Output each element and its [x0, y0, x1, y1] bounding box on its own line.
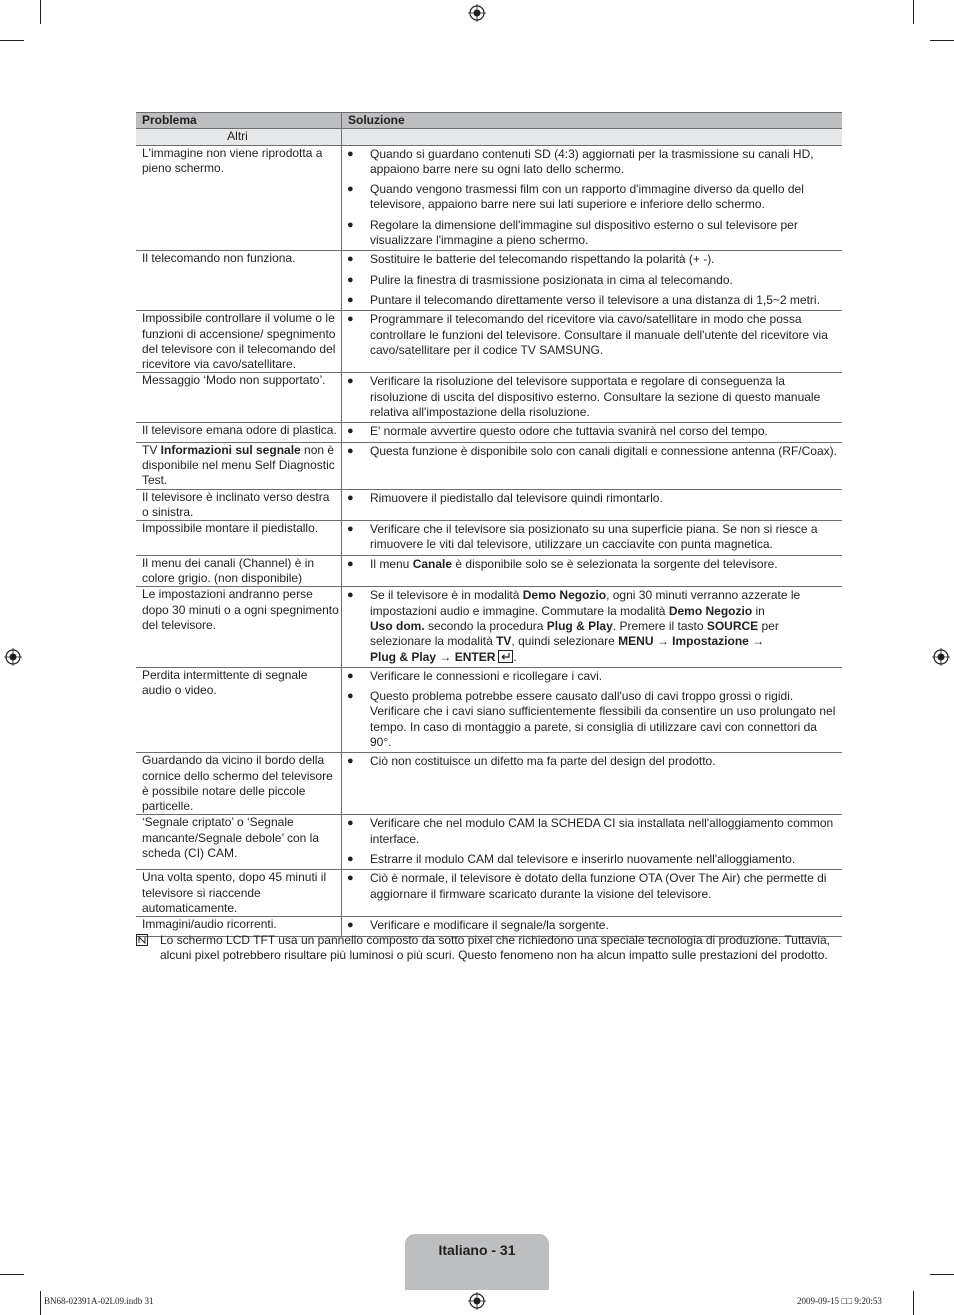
solution-bold-text: ENTER	[454, 649, 496, 664]
bullet-icon: ●	[347, 755, 354, 768]
bullet-icon: ●	[347, 669, 354, 682]
table-row	[136, 521, 842, 556]
solution-cell	[342, 373, 843, 423]
registration-mark-icon	[4, 648, 22, 666]
solution-text: Quando si guardano contenuti SD (4:3) aggiornati per la trasmissione su canali HD, appaiono barre nere su ogni lato dello schermo.	[370, 146, 814, 176]
category-blank	[342, 129, 843, 145]
problem-cell: Impossibile montare il piedistallo.	[136, 521, 342, 556]
category-label: Altri	[136, 129, 342, 145]
crop-mark	[0, 1274, 24, 1275]
list-item	[342, 312, 838, 358]
crop-mark	[930, 1274, 954, 1275]
note-block	[136, 933, 842, 964]
arrow-text: →	[748, 634, 765, 649]
list-item	[342, 557, 838, 572]
bullet-icon: ●	[347, 872, 354, 885]
solution-cell	[342, 145, 843, 251]
solution-text: , ogni 30 minuti verranno azzerate le impostazioni audio e immagine. Commutare la modalità	[370, 588, 801, 618]
bullet-icon: ●	[347, 425, 354, 438]
list-item	[342, 816, 838, 847]
solution-cell	[342, 587, 843, 667]
solution-cell	[342, 815, 843, 870]
solution-text: Puntare il telecomando direttamente verso il televisore a una distanza di 1,5~2 metri.	[370, 292, 820, 307]
bullet-icon: ●	[347, 589, 354, 602]
solution-bold-text: Demo Negozio	[522, 588, 607, 603]
page-number-tab	[405, 1234, 549, 1290]
print-datetime: 2009-09-15 □□ 9:20:53	[797, 1296, 882, 1306]
bullet-icon: ●	[347, 690, 354, 703]
solution-bold-text: MENU	[618, 634, 654, 649]
problem-cell: Il televisore emana odore di plastica.	[136, 423, 342, 442]
table-row	[136, 251, 842, 311]
table-row	[136, 311, 842, 373]
problem-cell: Guardando da vicino il bordo della cornice dello schermo del televisore è possibile notare delle piccole particelle.	[136, 753, 342, 815]
registration-mark-icon	[468, 4, 486, 22]
problem-cell	[136, 442, 342, 489]
solution-text: Sostituire le batterie del telecomando rispettando la polarità (+ -).	[370, 252, 715, 267]
problem-cell: Il telecomando non funziona.	[136, 251, 342, 311]
solution-cell	[342, 521, 843, 556]
list-item	[342, 852, 838, 867]
table-row	[136, 489, 842, 521]
solution-text: .	[513, 649, 517, 664]
list-item	[342, 689, 838, 750]
solution-text: Quando vengono trasmessi film con un rapporto d'immagine diverso da quello del televisore, appaiono barre nere sui lati superiore e inferiore dello schermo.	[370, 182, 804, 212]
solution-bold-text: TV	[496, 634, 512, 649]
problem-cell: Messaggio ‘Modo non supportato’.	[136, 373, 342, 423]
bullet-icon: ●	[347, 557, 354, 570]
list-item	[342, 754, 838, 769]
list-item	[342, 374, 838, 420]
solution-text: Ciò è normale, il televisore è dotato della funzione OTA (Over The Air) che permette di aggiornare il firmware scaricato durante la visione del televisore.	[370, 871, 827, 901]
crop-mark	[913, 0, 914, 24]
crop-mark	[913, 1291, 914, 1315]
list-item	[342, 147, 838, 178]
list-item	[342, 491, 838, 506]
table-row	[136, 145, 842, 251]
bullet-icon: ●	[347, 523, 354, 536]
bullet-icon: ●	[347, 293, 354, 306]
table-row	[136, 423, 842, 442]
list-item	[342, 273, 838, 288]
solution-cell	[342, 555, 843, 587]
bullet-icon: ●	[347, 273, 354, 286]
bullet-icon: ●	[347, 183, 354, 196]
solution-text: Il menu	[370, 556, 413, 571]
bullet-icon: ●	[347, 817, 354, 830]
arrow-text: →	[653, 634, 673, 649]
bullet-icon: ●	[347, 444, 354, 457]
solution-bold-text: Canale	[412, 556, 453, 571]
note-icon	[136, 934, 148, 946]
solution-text: Verificare che nel modulo CAM la SCHEDA CI sia installata nell'alloggiamento common interface.	[370, 816, 834, 846]
list-item	[342, 293, 838, 308]
page-label: Italiano - 31	[438, 1242, 516, 1258]
list-item	[342, 588, 838, 664]
list-item	[342, 444, 838, 459]
solution-text: Programmare il telecomando del ricevitore via cavo/satellitare in modo che possa controllare le funzioni del televisore. Consultare il manuale dell'utente del ricevitore via cavo/satellitare per il codice TV SAMSUNG.	[370, 312, 828, 357]
table-row	[136, 870, 842, 917]
header-solution: Soluzione	[342, 113, 843, 129]
crop-mark	[40, 0, 41, 24]
solution-text: Verificare che il televisore sia posizionato su una superficie piana. Se non si riesce a rimuovere le viti dal televisore, utilizzare un cacciavite con punta magnetica.	[370, 522, 818, 552]
solution-text: Questa funzione è disponibile solo con canali digitali e connessione antenna (RF/Coax).	[370, 443, 837, 458]
bullet-icon: ●	[347, 853, 354, 866]
registration-mark-icon	[468, 1292, 486, 1310]
crop-mark	[0, 40, 24, 41]
table-row	[136, 373, 842, 423]
solution-text: Estrarre il modulo CAM dal televisore e inserirlo nuovamente nell'alloggiamento.	[370, 852, 796, 867]
problem-cell: Una volta spento, dopo 45 minuti il televisore si riaccende automaticamente.	[136, 870, 342, 917]
bullet-icon: ●	[347, 919, 354, 932]
bullet-icon: ●	[347, 375, 354, 388]
category-row	[136, 129, 842, 145]
bullet-icon: ●	[347, 253, 354, 266]
problem-bold-text: Informazioni sul segnale	[160, 442, 301, 457]
solution-text: Se il televisore è in modalità	[370, 588, 523, 603]
solution-text: . Premere il tasto	[612, 618, 707, 633]
list-item	[342, 669, 838, 684]
solution-text: è disponibile solo se è selezionata la sorgente del televisore.	[452, 556, 778, 571]
solution-bold-text: Plug & Play	[370, 649, 437, 664]
bullet-icon: ●	[347, 313, 354, 326]
list-item	[342, 918, 838, 933]
problem-text: non è disponibile nel menu Self Diagnostic Test.	[142, 442, 335, 488]
bullet-icon: ●	[347, 491, 354, 504]
solution-text: in	[752, 603, 765, 618]
solution-cell	[342, 442, 843, 489]
bullet-icon: ●	[347, 147, 354, 160]
list-item	[342, 871, 838, 902]
solution-text: per selezionare la modalità	[370, 618, 779, 649]
solution-text: , quindi selezionare	[511, 634, 619, 649]
troubleshooting-table	[136, 112, 842, 937]
solution-bold-text: Uso dom.	[370, 618, 425, 633]
problem-cell: Perdita intermittente di segnale audio o video.	[136, 667, 342, 752]
solution-cell	[342, 251, 843, 311]
registration-mark-icon	[932, 648, 950, 666]
solution-text: Verificare e modificare il segnale/la sorgente.	[370, 918, 609, 933]
solution-cell	[342, 311, 843, 373]
problem-cell: Le impostazioni andranno perse dopo 30 minuti o a ogni spegnimento del televisore.	[136, 587, 342, 667]
enter-icon	[498, 650, 513, 663]
problem-cell: ‘Segnale criptato’ o ‘Segnale mancante/Segnale debole’ con la scheda (CI) CAM.	[136, 815, 342, 870]
bullet-icon: ●	[347, 218, 354, 231]
table-row	[136, 753, 842, 815]
header-problem: Problema	[136, 113, 342, 129]
solution-text: E' normale avvertire questo odore che tuttavia svanirà nel corso del tempo.	[370, 424, 768, 439]
table-row	[136, 587, 842, 667]
solution-text: Verificare le connessioni e ricollegare i cavi.	[370, 668, 603, 683]
solution-text: Ciò non costituisce un difetto ma fa parte del design del prodotto.	[370, 754, 716, 769]
solution-text: Verificare la risoluzione del televisore supportata e regolare di conseguenza la risoluzione di uscita del dispositivo esterno. Consultare la sezione di questo manuale relativa all'impostazione della risoluzione.	[370, 374, 821, 420]
problem-cell: Il televisore è inclinato verso destra o sinistra.	[136, 489, 342, 521]
solution-text: Rimuovere il piedistallo dal televisore quindi rimontarlo.	[370, 490, 663, 505]
solution-text: Regolare la dimensione dell'immagine sul dispositivo esterno o sul televisore per visualizzare l'immagine a pieno schermo.	[370, 217, 798, 248]
problem-cell: L'immagine non viene riprodotta a pieno schermo.	[136, 145, 342, 251]
list-item	[342, 182, 838, 213]
solution-bold-text: SOURCE	[706, 618, 759, 633]
solution-cell	[342, 423, 843, 442]
problem-cell: Il menu dei canali (Channel) è in colore grigio. (non disponibile)	[136, 555, 342, 587]
solution-text: secondo la procedura	[424, 618, 547, 633]
problem-cell: Impossibile controllare il volume o le funzioni di accensione/ spegnimento del televisore con il telecomando del ricevitore via cavo/satellitare.	[136, 311, 342, 373]
table-header-row	[136, 113, 842, 129]
solution-cell	[342, 753, 843, 815]
print-file-info: BN68-02391A-02L09.indb 31	[44, 1296, 154, 1306]
list-item	[342, 252, 838, 267]
table-row	[136, 555, 842, 587]
solution-text: Questo problema potrebbe essere causato dall'uso di cavi troppo grossi o rigidi. Verificare che i cavi siano sufficientemente flessibili da consentire un uso prolungato nel tempo. In caso di montaggio a parete, si consiglia di utilizzare cavi con connettori da 90°.	[370, 689, 836, 749]
list-item	[342, 522, 838, 553]
problem-cell: Immagini/audio ricorrenti.	[136, 917, 342, 936]
solution-bold-text: Plug & Play	[546, 618, 613, 633]
solution-cell	[342, 667, 843, 752]
list-item	[342, 424, 838, 439]
crop-mark	[40, 1291, 41, 1315]
arrow-text: →	[436, 649, 455, 664]
solution-bold-text: Impostazione	[672, 634, 749, 649]
list-item	[342, 218, 838, 249]
solution-text: Pulire la finestra di trasmissione posizionata in cima al telecomando.	[370, 272, 733, 287]
table-row	[136, 667, 842, 752]
table-row	[136, 815, 842, 870]
solution-cell	[342, 870, 843, 917]
solution-bold-text: Demo Negozio	[668, 603, 753, 618]
note-text: Lo schermo LCD TFT usa un pannello composto da sotto pixel che richiedono una speciale tecnologia di produzione. Tuttavia, alcuni pixel potrebbero risultare più luminosi o più scuri. Questo fenomeno non ha alcun impatto sulle prestazioni del prodotto.	[160, 933, 830, 963]
table-row	[136, 442, 842, 489]
solution-cell	[342, 489, 843, 521]
problem-text: TV	[142, 442, 161, 457]
crop-mark	[930, 40, 954, 41]
